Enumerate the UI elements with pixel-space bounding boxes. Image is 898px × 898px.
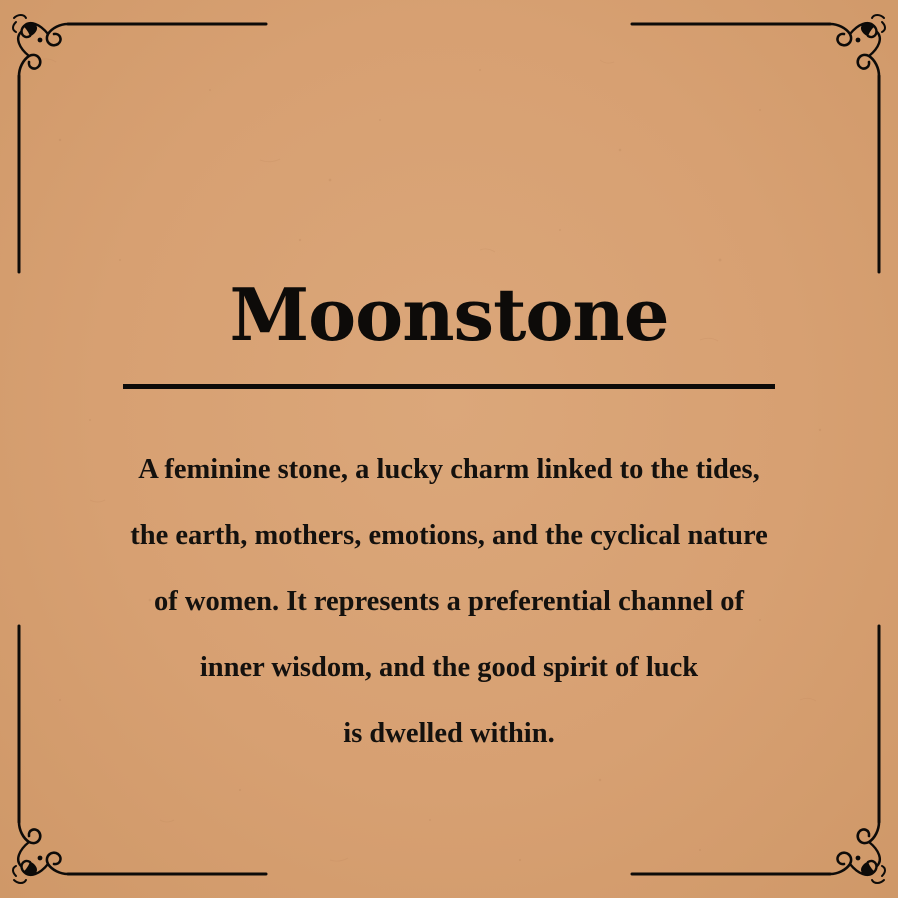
description-line: A feminine stone, a lucky charm linked to the tides,: [138, 454, 760, 485]
description-paragraph: [40, 437, 858, 767]
description-line: of women. It represents a preferential channel of: [154, 586, 744, 617]
description-line: the earth, mothers, emotions, and the cyclical nature: [130, 520, 768, 551]
description-line: inner wisdom, and the good spirit of luck: [199, 652, 699, 683]
title-divider: [123, 384, 775, 389]
corner-ornament-top-right: [632, 15, 885, 272]
page-title: Moonstone: [229, 272, 669, 357]
description-line: is dwelled within.: [343, 718, 555, 749]
corner-ornament-top-left: [13, 15, 266, 272]
